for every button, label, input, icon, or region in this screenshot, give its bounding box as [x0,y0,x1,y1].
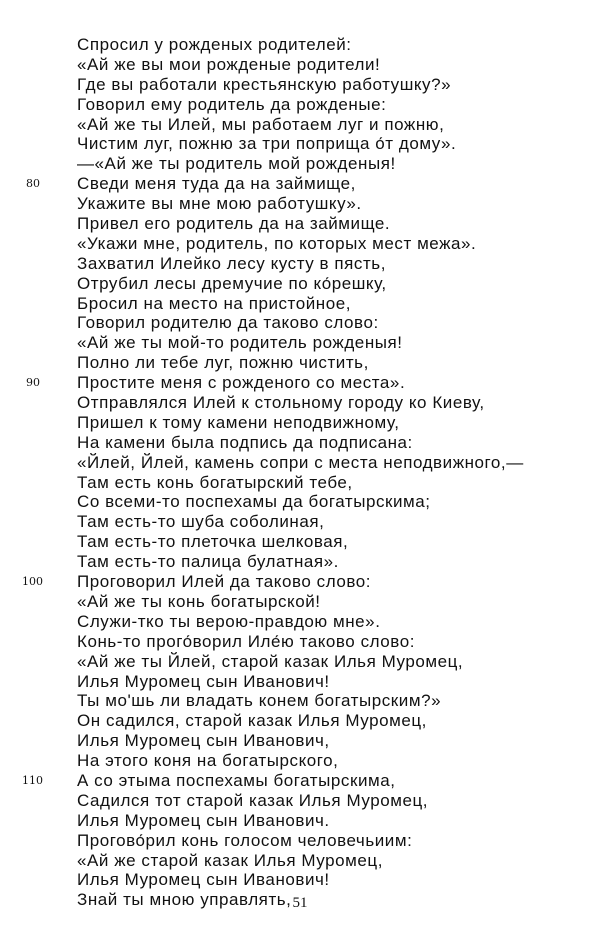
verse-line [0,771,600,791]
verse-text: «Укажи мне, родитель, по которых мест межа». [77,233,477,253]
verse-line [0,234,600,254]
verse-line [0,55,600,75]
verse-text: Простите меня с рожденого со места». [77,373,406,393]
verse-text: Илья Муромец сын Иванович! [77,671,330,691]
verse-text: Ты мо'шь ли владать конем богатырским?» [77,691,442,711]
verse-line [0,870,600,890]
line-number: 100 [22,575,43,589]
verse-text: Чистим луг, пожню за три поприща о́т дому». [77,134,457,154]
verse-text: Служи-тко ты верою-правдою мне». [77,611,381,631]
verse-text: Бросил на место на пристойное, [77,293,351,313]
verse-line [0,612,600,632]
verse-text: Говорил родителю да таково слово: [77,313,379,333]
verse-text: Отправлялся Илей к стольному городу ко Киеву, [77,393,485,413]
verse-line [0,35,600,55]
verse-line [0,791,600,811]
verse-text: А со этыма поспехамы богатырскима, [77,770,396,790]
verse-line [0,115,600,135]
verse-line [0,512,600,532]
verse-text: Со всеми-то поспехамы да богатырскима; [77,492,431,512]
verse-line [0,174,600,194]
verse-line [0,294,600,314]
verse-text: «Ай же вы мои рожденые родители! [77,54,381,74]
verse-text: Проговорил Илей да таково слово: [77,572,372,592]
verse-text: Говорил ему родитель да рожденые: [77,94,387,114]
verse-line [0,751,600,771]
verse-line [0,95,600,115]
verse-line [0,154,600,174]
verse-text: «Ай же ты Илей, мы работаем луг и пожню, [77,114,445,134]
verse-line [0,413,600,433]
verse-line [0,672,600,692]
verse-line [0,353,600,373]
line-number: 90 [26,376,40,390]
verse-line [0,731,600,751]
verse-text: На камени была подпись да подписана: [77,432,413,452]
verse-text: Пришел к тому камени неподвижному, [77,412,400,432]
verse-text: «Ай же старой казак Илья Муромец, [77,850,383,870]
verse-text: «Йлей, Йлей, камень сопри с места неподвижного,— [77,452,524,472]
verse-text: «Ай же ты мой-то родитель рожденыя! [77,333,403,353]
poem-text [0,35,600,910]
verse-text: Садился тот старой казак Илья Муромец, [77,790,429,810]
verse-line [0,274,600,294]
verse-line [0,572,600,592]
line-number: 110 [22,773,43,787]
verse-text: Укажите вы мне мою работушку». [77,194,362,214]
verse-text: Захватил Илейко лесу кусту в пясть, [77,253,386,273]
verse-line [0,194,600,214]
verse-line [0,851,600,871]
verse-text: Там есть-то палица булатная». [77,552,339,572]
verse-text: Он садился, старой казак Илья Муромец, [77,711,427,731]
verse-line [0,632,600,652]
page-number: 51 [292,895,308,911]
verse-text: Илья Муромец сын Иванович, [77,731,330,751]
verse-text: Где вы работали крестьянскую работушку?» [77,74,452,94]
verse-text: Там есть-то плеточка шелковая, [77,532,349,552]
verse-line [0,473,600,493]
line-number: 80 [26,177,40,191]
verse-text: Знай ты мною управлять, [77,890,292,910]
verse-line [0,492,600,512]
verse-line [0,254,600,274]
verse-text: —«Ай же ты родитель мой рожденыя! [77,154,396,174]
verse-text: «Ай же ты конь богатырской! [77,591,321,611]
verse-line [0,453,600,473]
verse-line [0,134,600,154]
verse-text: Там есть конь богатырский тебе, [77,472,353,492]
verse-text: Отрубил лесы дремучие по ко́решку, [77,273,387,293]
verse-line [0,393,600,413]
verse-text: Конь-то прого́ворил Иле́ю таково слово: [77,631,415,651]
verse-text: Спросил у рожденых родителей: [77,35,352,54]
verse-line [0,652,600,672]
verse-text: Илья Муромец сын Иванович! [77,870,330,890]
verse-line [0,75,600,95]
verse-line [0,313,600,333]
verse-text: Привел его родитель да на займище. [77,214,391,234]
verse-text: «Ай же ты Йлей, старой казак Илья Муромец, [77,651,464,671]
verse-line [0,592,600,612]
verse-line [0,214,600,234]
verse-text: Прогово́рил конь голосом человечьиим: [77,830,413,850]
verse-text: Полно ли тебе луг, пожню чистить, [77,353,369,373]
verse-text: Сведи меня туда да на займище, [77,174,356,194]
verse-text: На этого коня на богатырского, [77,751,339,771]
verse-line [0,711,600,731]
verse-line [0,333,600,353]
verse-text: Там есть-то шуба соболиная, [77,512,325,532]
verse-line [0,532,600,552]
verse-line [0,373,600,393]
verse-line [0,831,600,851]
verse-text: Илья Муромец сын Иванович. [77,810,330,830]
verse-line [0,433,600,453]
verse-line [0,552,600,572]
verse-line [0,691,600,711]
verse-line [0,811,600,831]
